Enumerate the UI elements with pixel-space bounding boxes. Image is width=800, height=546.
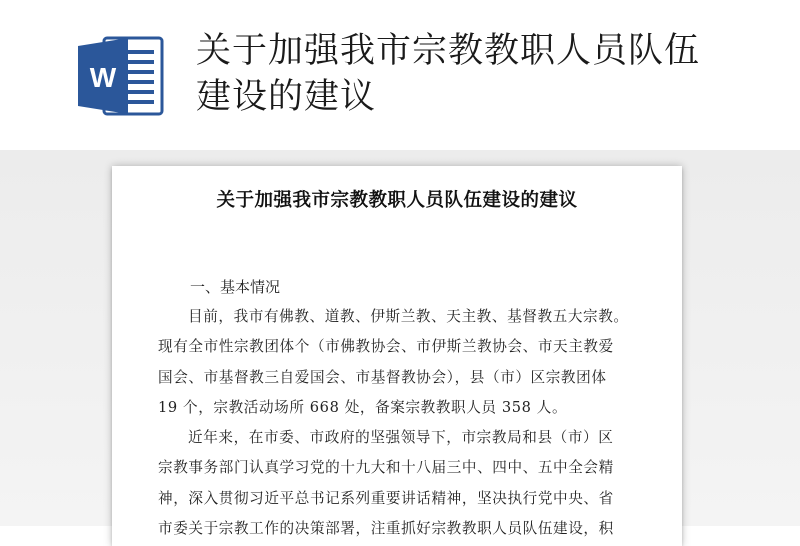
paragraph-line: 神，深入贯彻习近平总书记系列重要讲话精神，坚决执行党中央、省 xyxy=(158,489,614,507)
banner-title-line1: 关于加强我市宗教教职人员队伍 xyxy=(196,31,701,71)
section-heading: 一、基本情况 xyxy=(190,278,281,296)
paragraph-line: 目前，我市有佛教、道教、伊斯兰教、天主教、基督教五大宗教。 xyxy=(188,308,629,325)
paragraph-line: 现有全市性宗教团体个（市佛教协会、市伊斯兰教协会、市天主教爱 xyxy=(158,338,614,356)
header-banner xyxy=(0,0,800,150)
document-title: 关于加强我市宗教教职人员队伍建设的建议 xyxy=(216,190,578,211)
banner-title xyxy=(196,28,756,120)
paragraph-line: 19 个，宗教活动场所 668 处，备案宗教教职人员 358 人。 xyxy=(158,398,568,416)
paragraph-1 xyxy=(158,302,658,423)
word-icon-letter: W xyxy=(89,62,117,93)
paragraph-line: 近年来，在市委、市政府的坚强领导下，市宗教局和县（市）区 xyxy=(188,429,614,446)
paragraph-line: 宗教事务部门认真学习党的十九大和十八届三中、四中、五中全会精 xyxy=(158,459,614,477)
document-page xyxy=(112,166,682,546)
paragraph-2 xyxy=(158,423,658,544)
paragraph-line: 市委关于宗教工作的决策部署，注重抓好宗教教职人员队伍建设，积 xyxy=(158,519,614,537)
word-document-icon xyxy=(78,36,164,116)
banner-title-line2: 建设的建议 xyxy=(196,77,377,117)
paragraph-line: 国会、市基督教三自爱国会、市基督教协会），县（市）区宗教团体 xyxy=(158,368,607,386)
